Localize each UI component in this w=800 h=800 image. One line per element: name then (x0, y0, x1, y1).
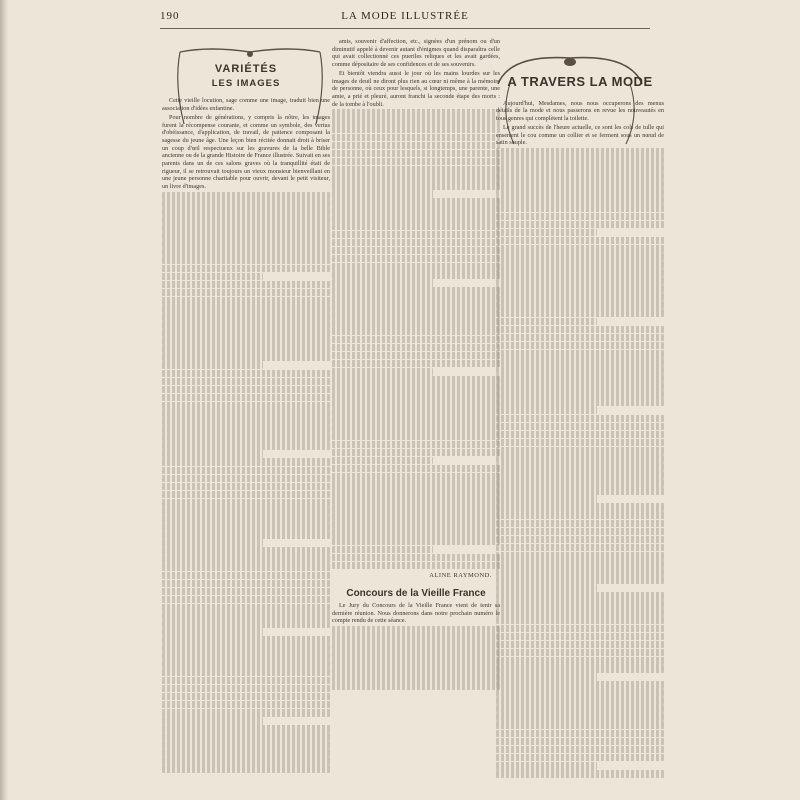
text-line (162, 394, 330, 402)
text-line (162, 273, 263, 281)
text-line (162, 668, 330, 676)
text-line (162, 491, 330, 499)
text-line (496, 204, 664, 212)
text-line (496, 762, 597, 770)
text-line (162, 572, 330, 580)
text-line (162, 515, 330, 523)
text-line (332, 634, 500, 642)
text-line (162, 256, 330, 264)
text-line (332, 174, 500, 182)
text-line (332, 432, 500, 440)
text-line (162, 652, 330, 660)
text-line (332, 214, 500, 222)
text-line (162, 733, 330, 741)
header-rule (160, 28, 650, 29)
text-line (332, 682, 500, 690)
text-line (496, 188, 664, 196)
text-line (496, 503, 664, 511)
text-line (332, 489, 500, 497)
text-line (332, 109, 500, 117)
column-mode (496, 38, 664, 778)
text-line (332, 279, 433, 287)
text-line (162, 596, 330, 604)
text-line (332, 408, 500, 416)
text-line (332, 513, 500, 521)
text-line (496, 221, 664, 229)
text-line (496, 342, 664, 350)
text-line (496, 681, 664, 689)
text-line (162, 467, 330, 475)
text-line (496, 754, 664, 762)
text-line (332, 521, 500, 529)
text-line (496, 463, 664, 471)
text-line (496, 600, 664, 608)
text-line (162, 329, 330, 337)
text-line (162, 499, 330, 507)
text-line (162, 765, 330, 773)
text-line (496, 479, 664, 487)
text-line (332, 360, 500, 368)
text-line (162, 305, 330, 313)
text-line (162, 660, 330, 668)
text-line (496, 560, 664, 568)
text-line (496, 455, 664, 463)
column-middle (332, 38, 500, 691)
text-line (496, 398, 664, 406)
text-line (496, 552, 664, 560)
text-line (332, 263, 500, 271)
text-line (332, 674, 500, 682)
text-line (496, 253, 664, 261)
text-line (496, 528, 664, 536)
text-line (162, 208, 330, 216)
text-line (162, 539, 263, 547)
text-line (162, 418, 330, 426)
text-line (162, 313, 330, 321)
text-line (332, 166, 500, 174)
text-line (496, 576, 664, 584)
page-number: 190 (160, 10, 180, 22)
text-line (162, 200, 330, 208)
text-line (162, 507, 330, 515)
text-line (496, 285, 664, 293)
text-line (332, 666, 500, 674)
concours-text: Le Jury du Concours de la Vieille France vient de tenir sa dernière réunion. Nous donnerons dans notre prochain numéro le compte rendu de cette séance. (332, 601, 500, 625)
text-line (162, 426, 330, 434)
text-line (496, 237, 664, 245)
text-line (332, 311, 500, 319)
text-line (162, 216, 330, 224)
text-line (162, 483, 330, 491)
text-line (496, 673, 597, 681)
text-line (496, 374, 664, 382)
text-line (162, 612, 330, 620)
magazine-title: LA MODE ILLUSTRÉE (341, 10, 469, 22)
text-line (162, 644, 330, 652)
text-line (496, 358, 664, 366)
text-line (496, 245, 664, 253)
text-line (162, 240, 330, 248)
text-line (332, 125, 500, 133)
text-line (496, 746, 664, 754)
text-line (496, 536, 664, 544)
text-line (162, 458, 330, 466)
text-line (162, 749, 330, 757)
text-line (496, 309, 664, 317)
text-line (496, 641, 664, 649)
text-line (332, 206, 500, 214)
text-line (162, 265, 330, 273)
text-line (496, 180, 664, 188)
text-line (496, 592, 664, 600)
text-line (496, 164, 664, 172)
text-line (496, 334, 664, 342)
paragraph: Le grand succès de l'heure actuelle, ce sont les cols de tulle qui enserrent le cou comme un collier et se ferment sous un nœud de satin souple. (496, 123, 664, 147)
text-line (496, 406, 597, 414)
text-line (162, 717, 263, 725)
text-line (162, 192, 330, 200)
text-line (496, 770, 664, 778)
text-line (162, 289, 330, 297)
paragraph: Cette vieille locution, sage comme une image, traduit bien une association d'idées enfantine. (162, 97, 330, 113)
text-line (496, 471, 664, 479)
text-line (496, 633, 664, 641)
article-title: LES IMAGES (211, 77, 281, 89)
text-line (496, 713, 664, 721)
text-line (332, 182, 500, 190)
text-line (162, 620, 330, 628)
text-line (162, 281, 330, 289)
text-line (496, 568, 664, 576)
text-line (162, 636, 330, 644)
text-line (496, 156, 664, 164)
text-line (496, 301, 664, 309)
text-line (496, 213, 664, 221)
column-varietes (162, 38, 330, 773)
text-line (332, 400, 500, 408)
text-line (496, 705, 664, 713)
text-line (332, 231, 500, 239)
text-line (162, 523, 330, 531)
body-text-lines (332, 626, 500, 690)
text-line (496, 625, 664, 633)
text-line (162, 442, 330, 450)
text-line (496, 423, 664, 431)
text-line (332, 190, 433, 198)
text-line (332, 465, 500, 473)
text-line (496, 721, 664, 729)
text-line (496, 431, 664, 439)
body-text-lines (162, 192, 330, 773)
text-line (162, 547, 330, 555)
text-line (332, 529, 500, 537)
author-signature: ALINE RAYMOND. (429, 572, 492, 580)
text-line (162, 345, 330, 353)
text-line (332, 295, 500, 303)
paragraph: amis, souvenir d'affection, etc., signées d'un prénom ou d'un diminutif appelé à devenir autant d'énigmes quand disparaîtra celle qui avait collectionné ces pueriles reliques et les avait gardées, comme dépositaire de ses confidences et de ses souvenirs. (332, 38, 500, 69)
text-line (496, 738, 664, 746)
page-header (160, 10, 650, 28)
text-line (332, 650, 500, 658)
text-line (496, 229, 597, 237)
text-line (162, 531, 330, 539)
text-line (162, 693, 330, 701)
text-line (332, 336, 500, 344)
text-line (496, 269, 664, 277)
text-line (332, 416, 500, 424)
text-line (162, 224, 330, 232)
text-line (332, 505, 500, 513)
text-line (496, 495, 597, 503)
text-line (162, 701, 330, 709)
text-line (496, 487, 664, 495)
text-line (162, 563, 330, 571)
text-line (496, 649, 664, 657)
text-line (332, 344, 500, 352)
text-line (332, 150, 500, 158)
text-line (332, 497, 500, 505)
text-line (162, 378, 330, 386)
text-line (332, 247, 500, 255)
text-line (496, 261, 664, 269)
text-line (162, 604, 330, 612)
text-line (496, 277, 664, 285)
text-line (496, 318, 597, 326)
text-line (162, 741, 330, 749)
text-line (496, 447, 664, 455)
section-heading: VARIÉTÉS (214, 63, 278, 75)
text-line (332, 287, 500, 295)
text-line (162, 725, 330, 733)
text-line (496, 439, 664, 447)
text-line (496, 616, 664, 624)
text-line (332, 271, 500, 279)
column-title: A TRAVERS LA MODE (507, 74, 653, 89)
text-line (496, 196, 664, 204)
text-line (162, 410, 330, 418)
text-line (162, 370, 330, 378)
text-line (162, 337, 330, 345)
text-line (162, 580, 330, 588)
text-line (332, 352, 500, 360)
body-text-lines (332, 109, 500, 569)
text-line (332, 303, 500, 311)
text-line (496, 172, 664, 180)
text-line (332, 626, 500, 634)
text-line (496, 730, 664, 738)
text-line (496, 366, 664, 374)
text-line (162, 709, 330, 717)
text-line (162, 677, 330, 685)
text-line (332, 319, 500, 327)
text-line (496, 148, 664, 156)
text-line (496, 544, 664, 552)
text-line (332, 562, 500, 570)
text-line (162, 321, 330, 329)
text-line (332, 198, 500, 206)
text-line (496, 511, 664, 519)
text-line (496, 415, 664, 423)
text-line (332, 554, 500, 562)
text-line (332, 546, 433, 554)
text-line (332, 376, 500, 384)
text-line (496, 326, 664, 334)
paragraph: Aujourd'hui, Mesdames, nous nous occuperons des menus détails de la mode et nous passerons en revue les nouveautés en tous genres qui complètent la toilette. (496, 99, 664, 123)
text-line (332, 327, 500, 335)
page-fold-shadow (0, 0, 8, 800)
text-line (496, 697, 664, 705)
text-line (496, 689, 664, 697)
text-line (162, 232, 330, 240)
concours-heading: Concours de la Vieille France (346, 588, 486, 600)
text-line (162, 297, 330, 305)
text-line (162, 450, 263, 458)
text-line (332, 384, 500, 392)
text-line (496, 520, 664, 528)
text-line (162, 685, 330, 693)
text-line (332, 658, 500, 666)
text-line (332, 473, 500, 481)
text-line (332, 449, 500, 457)
text-line (162, 402, 330, 410)
text-line (496, 657, 664, 665)
text-line (162, 248, 330, 256)
body-text-lines (496, 148, 664, 778)
text-line (332, 537, 500, 545)
text-line (332, 255, 500, 263)
text-line (162, 757, 330, 765)
text-line (496, 665, 664, 673)
text-line (496, 293, 664, 301)
text-line (332, 239, 500, 247)
text-line (332, 481, 500, 489)
text-line (332, 457, 433, 465)
text-line (332, 222, 500, 230)
text-line (162, 628, 263, 636)
text-line (162, 555, 330, 563)
text-line (496, 382, 664, 390)
paragraph: Pour nombre de générations, y compris la nôtre, les images furent la récompense courante, et comme un symbole, des vertus d'obéissance, d'application, de travail, de patience composant la sagesse du jeune âge. Une leçon bien récitée donnait droit à briser un coup d'œil respectueux sur les gravures de la belle Bible ancienne ou de la grande Histoire de France illustrée. Suivait en ses parents dans un de ces salons graves où la tranquillité était de rigueur, il se retrouvait toujours un vieux monsieur bienveillant en une jeune personne charitable pour ouvrir, devant le petit visiteur, un livre d'images. (162, 113, 330, 191)
text-line (162, 434, 330, 442)
text-line (332, 424, 500, 432)
text-line (332, 441, 500, 449)
text-line (162, 353, 330, 361)
text-line (332, 142, 500, 150)
text-line (162, 588, 330, 596)
text-line (332, 642, 500, 650)
text-line (162, 386, 330, 394)
text-line (332, 134, 500, 142)
text-line (162, 475, 330, 483)
text-line (332, 392, 500, 400)
text-line (332, 117, 500, 125)
text-line (496, 390, 664, 398)
text-line (332, 158, 500, 166)
text-line (496, 584, 597, 592)
text-line (332, 368, 433, 376)
text-line (496, 608, 664, 616)
text-line (162, 361, 263, 369)
text-line (496, 350, 664, 358)
paragraph: Et bientôt viendra aussi le jour où les mains lourdes sur les images de deuil ne diront plus rien au cœur ni même à la mémoire de personne, où ceux pour lesquels, si longtemps, une parente, une amie, a prié et pleuré, auront franchi la seconde étape des morts : de la tombe à l'oubli. (332, 69, 500, 108)
